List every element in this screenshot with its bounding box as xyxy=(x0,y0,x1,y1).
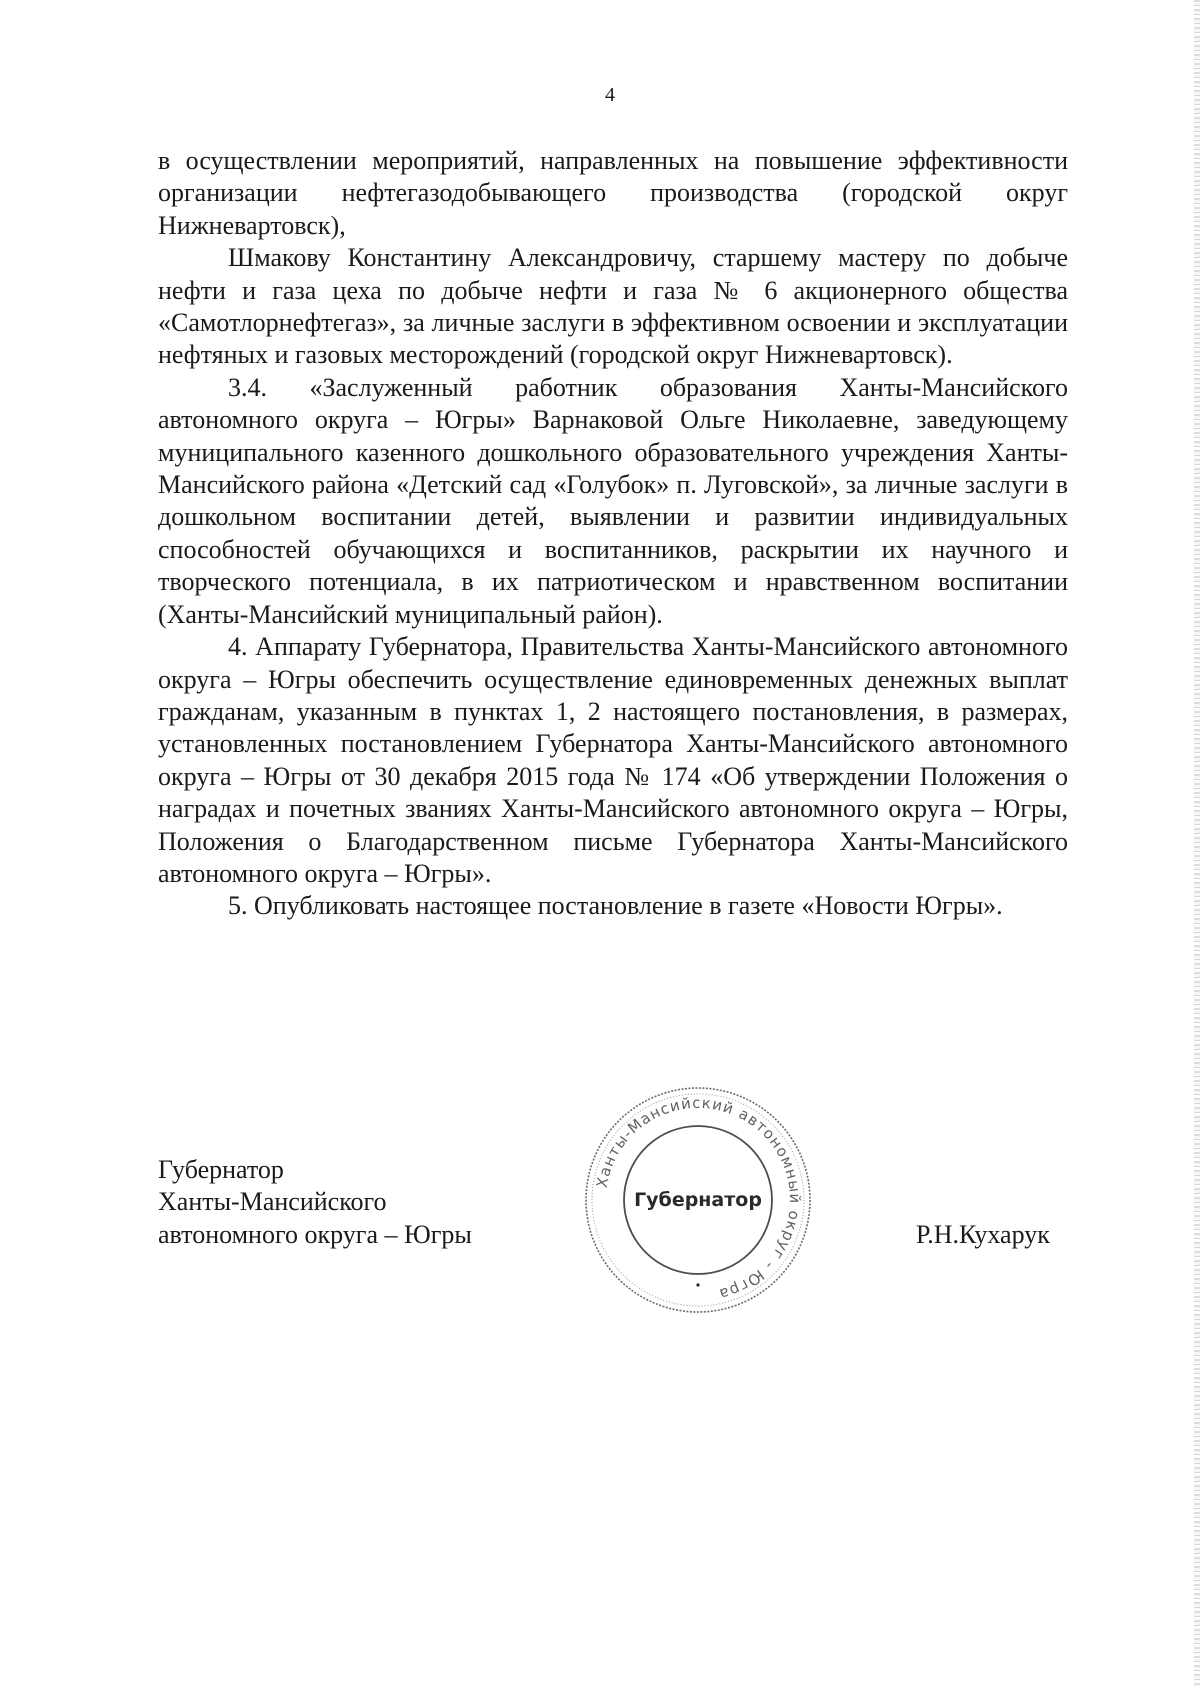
seal-ring-text: Ханты-Мансийский автономный округ - Югра xyxy=(592,1093,805,1304)
seal-mark-dot xyxy=(696,1283,699,1286)
document-body xyxy=(158,145,1068,923)
signer-title-line: Губернатор xyxy=(158,1155,284,1184)
signature-block xyxy=(158,1154,472,1251)
paragraph-3-4: 3.4. «Заслуженный работник образования Ханты-Мансийского автономного округа – Югры» Варнаковой Ольге Николаевне, заведующему муниципального казенного дошкольного образовательного учреждения Ханты-Мансийского района «Детский сад «Голубок» п. Луговской», за личные заслуги в дошкольном воспитании детей, выявлении и развитии индивидуальных способностей обучающихся и воспитанников, раскрытии их научного и творческого потенциала, в их патриотическом и нравственном воспитании (Ханты-Мансийский муниципальный район). xyxy=(158,372,1068,629)
official-seal xyxy=(578,1080,818,1320)
seal-center-text: Губернатор xyxy=(634,1189,762,1211)
paragraph-4: 4. Аппарату Губернатора, Правительства Ханты-Мансийского автономного округа – Югры обеспечить осуществление единовременных денежных выплат гражданам, указанным в пунктах 1, 2 настоящего постановления, в размерах, установленных постановлением Губернатора Ханты-Мансийского автономного округа – Югры от 30 декабря 2015 года № 174 «Об утверждении Положения о наградах и почетных званиях Ханты-Мансийского автономного округа – Югры, Положения о Благодарственном письме Губернатора Ханты-Мансийского автономного округа – Югры». xyxy=(158,632,1068,888)
signer-title-line: Ханты-Мансийского xyxy=(158,1187,387,1217)
paragraph-5: 5. Опубликовать настоящее постановление в газете «Новости Югры». xyxy=(228,891,1003,921)
paragraph-award-shmakov: Шмакову Константину Александровичу, старшему мастеру по добыче нефти и газа цеха по добыче нефти и газа № 6 акционерного общества «Самотлорнефтегаз», за личные заслуги в эффективном освоении и эксплуатации нефтяных и газовых месторождений (городской округ Нижневартовск). xyxy=(158,243,1068,370)
signer-name: Р.Н.Кухарук xyxy=(916,1220,1050,1249)
scan-edge xyxy=(1194,0,1200,1686)
page-number: 4 xyxy=(605,84,615,106)
signer-title-line: автономного округа – Югры xyxy=(158,1219,472,1249)
paragraph-continuation: в осуществлении мероприятий, направленных на повышение эффективности организации нефтегазодобывающего производства (городской округ Нижневартовск), xyxy=(158,146,1068,240)
